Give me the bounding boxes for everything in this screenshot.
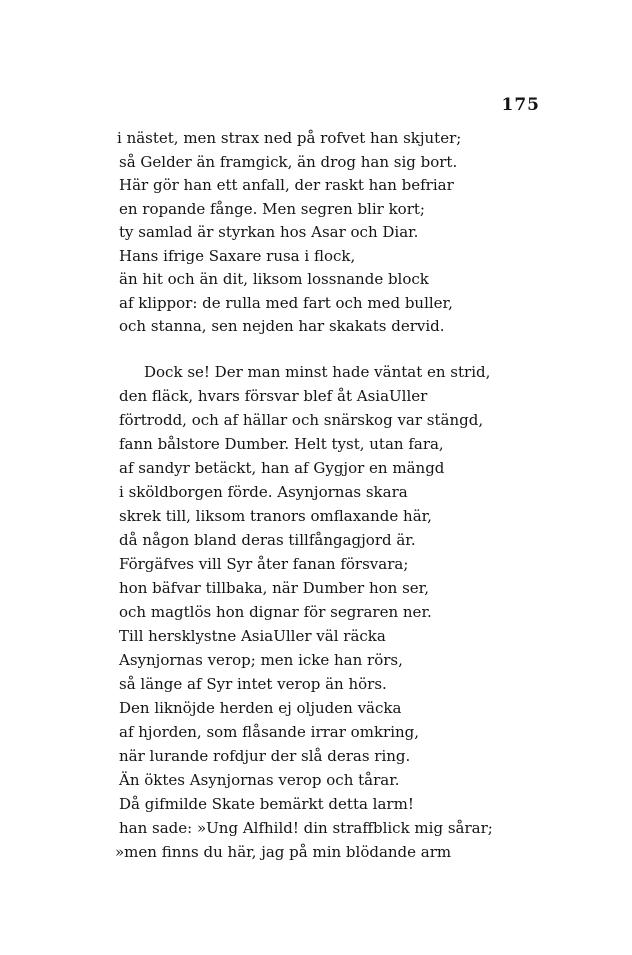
text-line: och stanna, sen nejden har skakats dervid.: [119, 317, 445, 335]
text-line: Än öktes Asynjornas verop och tårar.: [119, 771, 400, 789]
text-line: när lurande rofdjur der slå deras ring.: [119, 747, 411, 765]
text-line: så Gelder än framgick, än drog han sig bort.: [119, 153, 458, 171]
text-line: än hit och än dit, liksom lossnande block: [119, 270, 429, 288]
text-line: ty samlad är styrkan hos Asar och Diar.: [119, 223, 419, 241]
text-line: förtrodd, och af hällar och snärskog var stängd,: [119, 411, 484, 429]
text-line: Asynjornas verop; men icke han rörs,: [119, 651, 403, 669]
text-line: Här gör han ett anfall, der raskt han befriar: [119, 176, 454, 194]
text-line: Då gifmilde Skate bemärkt detta larm!: [119, 795, 414, 813]
text-line: en ropande fånge. Men segren blir kort;: [119, 200, 425, 218]
text-line: då någon bland deras tillfångagjord är.: [119, 531, 416, 549]
text-line: Hans ifrige Saxare rusa i flock,: [119, 247, 356, 265]
text-line: Den liknöjde herden ej oljuden väcka: [119, 699, 402, 717]
text-line: fann bålstore Dumber. Helt tyst, utan fara,: [119, 435, 444, 453]
text-line: i nästet, men strax ned på rofvet han skjuter;: [117, 129, 462, 147]
text-line: och magtlös hon dignar för segraren ner.: [119, 603, 432, 621]
text-line: af klippor: de rulla med fart och med buller,: [119, 294, 453, 312]
text-line: hon bäfvar tillbaka, när Dumber hon ser,: [119, 579, 429, 597]
text-line: af sandyr betäckt, han af Gygjor en mängd: [119, 459, 445, 477]
text-line: Förgäfves vill Syr åter fanan försvara;: [119, 555, 409, 573]
text-line: »men finns du här, jag på min blödande arm: [115, 843, 452, 861]
text-line: skrek till, liksom tranors omflaxande här,: [119, 507, 432, 525]
text-line: han sade: »Ung Alfhild! din straffblick mig sårar;: [119, 819, 493, 837]
text-line: i sköldborgen förde. Asynjornas skara: [119, 483, 408, 501]
text-line: den fläck, hvars försvar blef åt AsiaUller: [119, 387, 428, 405]
text-line: af hjorden, som flåsande irrar omkring,: [119, 723, 420, 741]
text-line: Dock se! Der man minst hade väntat en strid,: [144, 363, 491, 381]
text-line: så länge af Syr intet verop än hörs.: [119, 675, 387, 693]
text-line: Till hersklystne AsiaUller väl räcka: [119, 627, 386, 645]
page-number: 175: [501, 95, 540, 115]
